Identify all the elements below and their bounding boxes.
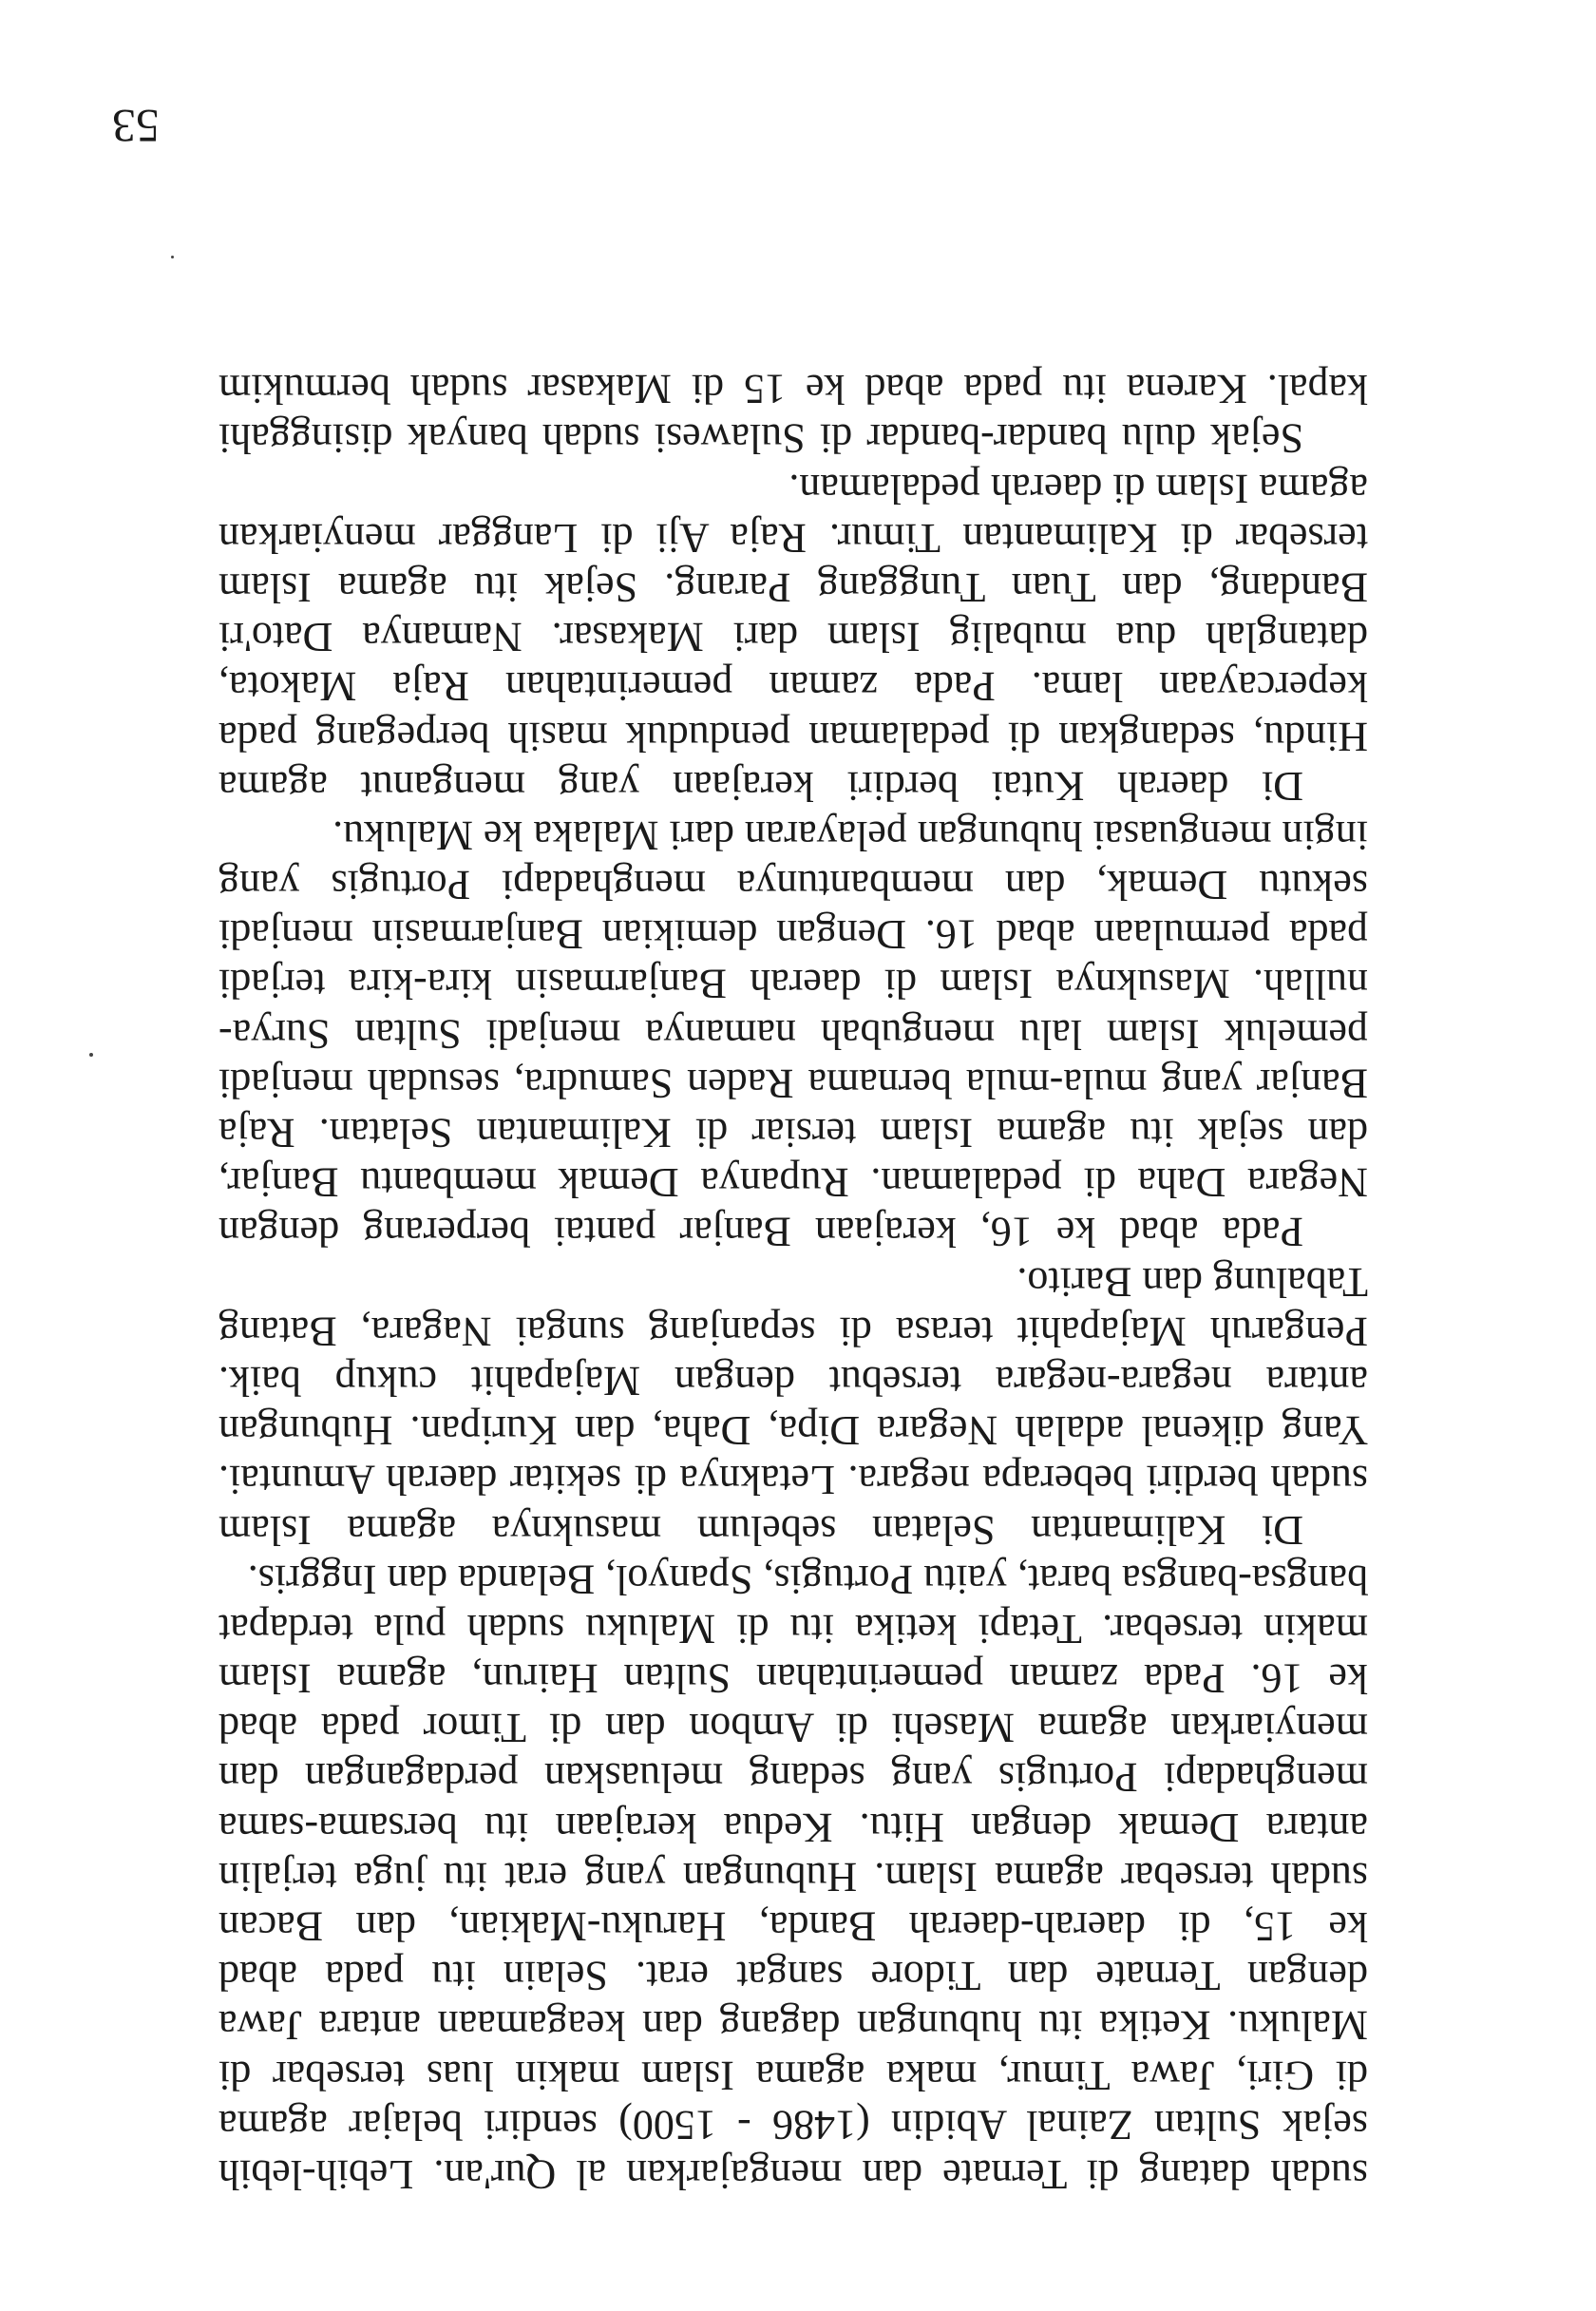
text-line: Tabalung dan Barito.	[1016, 1258, 1368, 1306]
text-line: Maluku. Ketika itu hubungan dagang dan keagamaan antara Jawa	[218, 2002, 1368, 2050]
text-line: antara negara-negara tersebut dengan Majapahit cukup baik.	[218, 1358, 1368, 1404]
text-line: ke 16. Pada zaman pemerintahan Sultan Hairun, agama Islam	[218, 1655, 1368, 1703]
text-line: sejak Sultan Zainal Abidin (1486 - 1500) sendiri belajar agama	[218, 2101, 1368, 2149]
text-line: sudah berdiri beberapa negara. Letaknya di sekitar daerah Amuntai.	[218, 1457, 1368, 1504]
text-line: pemeluk Islam lalu mengubah namanya menjadi Sultan Surya-	[218, 1010, 1368, 1058]
page-number: 53	[112, 100, 160, 153]
text-line: Negara Daha di pedalaman. Rupanya Demak membantu Banjar,	[218, 1159, 1368, 1207]
text-line: pada permulaan abad 16. Dengan demikian Banjarmasin menjadi	[218, 911, 1368, 959]
text-line: bangsa-bangsa barat, yaitu Portugis, Spanyol, Belanda dan Inggris.	[247, 1556, 1368, 1603]
text-line: kepercayaan lama. Pada zaman pemerintahan Raja Makota,	[218, 663, 1368, 711]
body-text	[218, 364, 1368, 2199]
text-line: sudah tersebar agama Islam. Hubungan yang erat itu juga terjalin	[218, 1853, 1368, 1900]
text-line: Banjar yang mula-mula bernama Raden Samudra, sesudah menjadi	[218, 1060, 1368, 1107]
text-line: tersebar di Kalimantan Timur. Raja Aji di Langgar menyiarkan	[218, 514, 1368, 562]
text-line: Pengaruh Majapahit terasa di sepanjang sungai Nagara, Batang	[218, 1308, 1368, 1355]
scan-speck	[171, 256, 174, 258]
text-line: datanglah dua mubalig Islam dari Makasar. Namanya Dato'ri	[218, 614, 1368, 661]
text-line: Pada abad ke 16, kerajaan Banjar pantai berperang dengan	[218, 1209, 1303, 1256]
text-line: Hindu, sedangkan di pedalaman penduduk masih berpegang pada	[218, 713, 1368, 760]
text-line: agama Islam di daerah pedalaman.	[788, 465, 1368, 512]
text-line: ke 15, di daerah-daerah Banda, Haruku-Makian, dan Bacan	[218, 1903, 1368, 1951]
text-line: menyiarkan agama Masehi di Ambon dan di Timor pada abad	[218, 1705, 1368, 1752]
text-line: makin tersebar. Tetapi ketika itu di Maluku sudah pula terdapat	[218, 1605, 1368, 1652]
text-line: sudah datang di Ternate dan mengajarkan al Qur'an. Lebih-lebih	[218, 2151, 1368, 2198]
text-line: Sejak dulu bandar-bandar di Sulawesi sudah banyak disinggahi	[218, 415, 1303, 463]
text-line: Bandang, dan Tuan Tunggang Parang. Sejak itu agama Islam	[218, 564, 1368, 611]
text-line: antara Demak dengan Hitu. Kedua kerajaan itu bersama-sama	[218, 1804, 1368, 1851]
text-line: Di Kalimantan Selatan sebelum masuknya agama Islam	[218, 1506, 1303, 1554]
text-line: Yang dikenal adalah Negara Dipa, Daha, dan Kuripan. Hubungan	[218, 1407, 1368, 1455]
text-line: ingin menguasai hubungan pelayaran dari Malaka ke Maluku.	[332, 812, 1368, 859]
text-line: kapal. Karena itu pada abad ke 15 di Makasar sudah bermukim	[218, 366, 1368, 413]
text-line: dan sejak itu agama Islam tersiar di Kalimantan Selatan. Raja	[218, 1110, 1368, 1157]
scan-speck	[89, 1053, 93, 1057]
text-line: nullah. Masuknya Islam di daerah Banjarmasin kira-kira terjadi	[218, 961, 1368, 1008]
text-line: di Giri, Jawa Timur, maka agama Islam makin luas tersebar di	[218, 2052, 1368, 2099]
text-line: dengan Ternate dan Tidore sangat erat. Selain itu pada abad	[218, 1953, 1368, 2000]
text-line: menghadapi Portugis yang sedang meluaskan perdagangan dan	[218, 1754, 1368, 1802]
text-line: sekutu Demak, dan membantunya menghadapi Portugis yang	[218, 862, 1368, 909]
text-line: Di daerah Kutai berdiri kerajaan yang menganut agama	[218, 762, 1303, 810]
